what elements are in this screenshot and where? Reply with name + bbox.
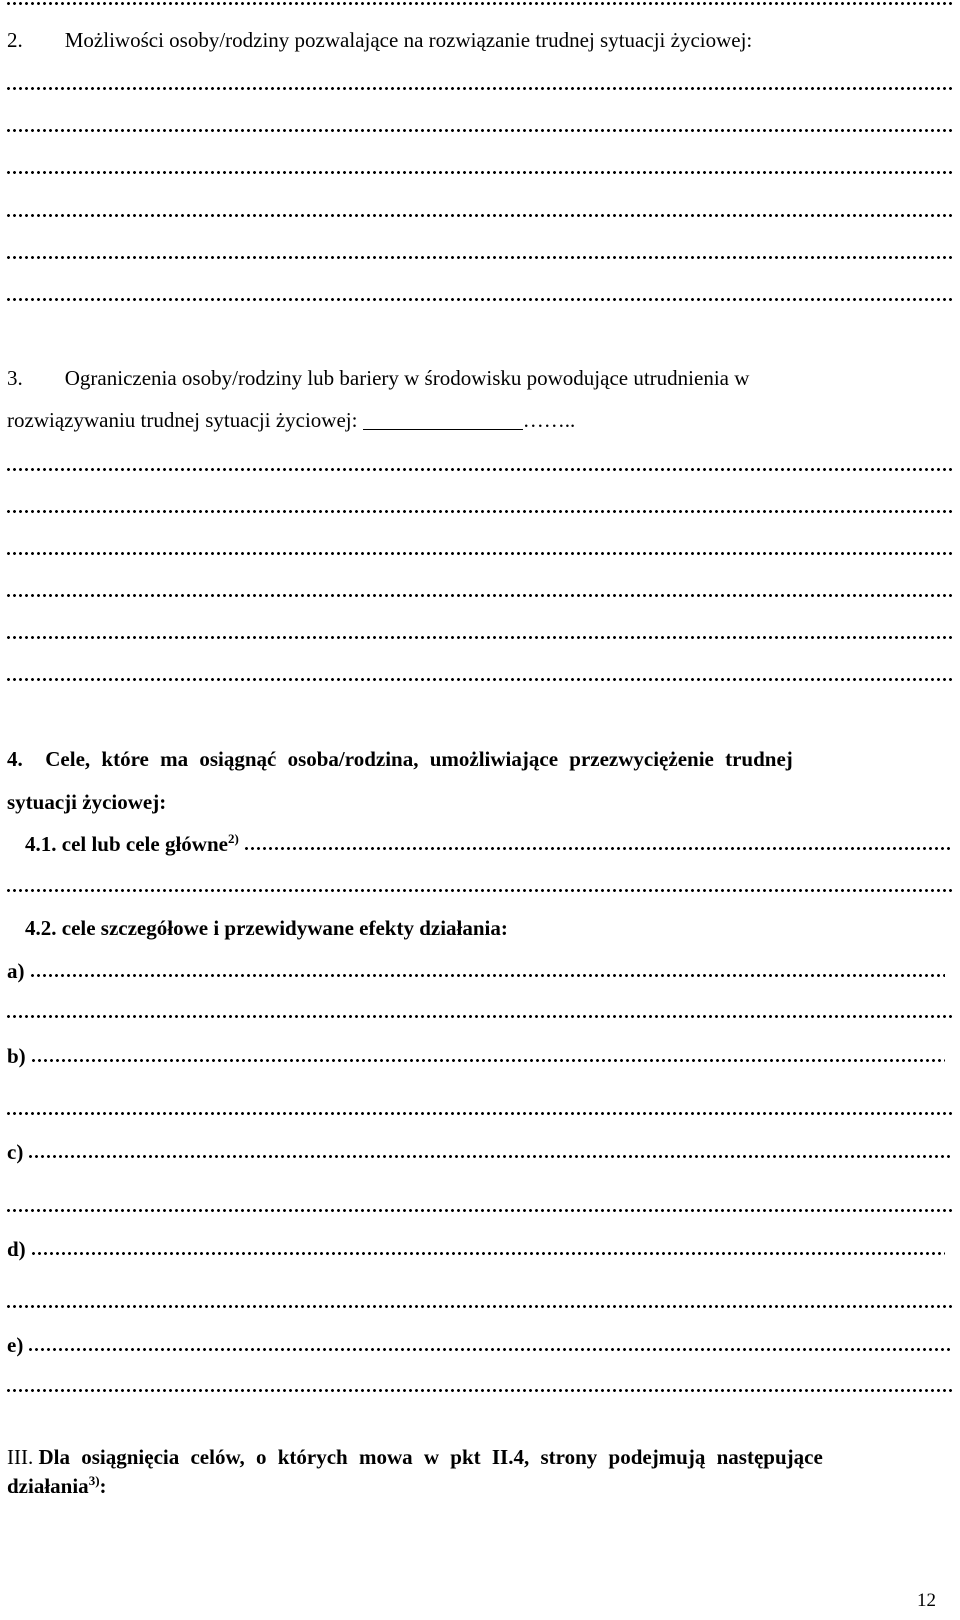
dotted-leader — [29, 1155, 953, 1158]
section-4-heading: 4. Cele, które ma osiągnąć osoba/rodzina, umożliwiające przezwyciężenie trudnej — [7, 747, 793, 771]
footnote-ref: 2) — [227, 832, 239, 846]
dotted-leader — [31, 974, 946, 977]
section-3-heading-cont — [7, 408, 953, 432]
dotted-line — [7, 889, 953, 895]
section-iii-label: III. — [7, 1445, 34, 1469]
section-3-heading: 3. Ograniczenia osoby/rodziny lub bariery w środowisku powodujące utrudnienia w — [7, 366, 750, 390]
dotted-line — [7, 129, 953, 135]
page-number: 12 — [917, 1590, 936, 1611]
item-e — [7, 1333, 953, 1357]
dotted-leader — [245, 847, 953, 850]
dotted-line — [7, 468, 953, 474]
dotted-line — [7, 214, 953, 220]
section-iii-heading-cont — [7, 1474, 953, 1498]
dotted-line — [7, 256, 953, 262]
dotted-line — [7, 1209, 953, 1215]
section-iii-text-cont: działania — [7, 1474, 89, 1498]
dotted-line — [7, 510, 953, 516]
section-3-tail: …….. — [522, 408, 576, 432]
dotted-leader — [32, 1059, 945, 1062]
dotted-line — [7, 636, 953, 642]
dotted-line — [7, 1015, 953, 1021]
dotted-line — [7, 298, 953, 304]
dotted-line — [7, 1389, 953, 1395]
dotted-line — [7, 1112, 953, 1118]
item-e-label: e) — [7, 1333, 24, 1357]
section-2-heading: 2. Możliwości osoby/rodziny pozwalające na rozwiązanie trudnej sytuacji życiowej: — [7, 28, 753, 52]
item-4-1 — [25, 832, 953, 856]
item-d-label: d) — [7, 1237, 26, 1261]
dotted-line — [7, 1305, 953, 1311]
item-c-label: c) — [7, 1140, 24, 1164]
dotted-line — [7, 87, 953, 93]
item-c — [7, 1140, 953, 1164]
item-b — [7, 1044, 953, 1068]
item-b-label: b) — [7, 1044, 26, 1068]
item-4-1-label: 4.1. cel lub cele główne — [25, 832, 228, 856]
section-iii-text: Dla osiągnięcia celów, o których mowa w pkt II.4, strony podejmują następujące — [38, 1445, 823, 1469]
item-a-label: a) — [7, 959, 25, 983]
colon: : — [99, 1474, 107, 1498]
footnote-ref: 3) — [88, 1474, 100, 1488]
item-4-2: 4.2. cele szczegółowe i przewidywane efekty działania: — [25, 916, 508, 940]
item-d — [7, 1237, 953, 1261]
dotted-leader — [32, 1252, 945, 1255]
underline-blank — [363, 415, 523, 430]
section-3-text: rozwiązywaniu trudnej sytuacji życiowej: — [7, 408, 358, 432]
dotted-line — [7, 552, 953, 558]
dotted-line — [7, 171, 953, 177]
section-iii-heading — [7, 1445, 953, 1469]
section-4-heading-cont: sytuacji życiowej: — [7, 790, 167, 814]
dotted-leader — [29, 1348, 953, 1351]
dotted-line — [7, 594, 953, 600]
dotted-line — [7, 2, 953, 8]
dotted-line — [7, 678, 953, 684]
item-a — [7, 959, 953, 983]
